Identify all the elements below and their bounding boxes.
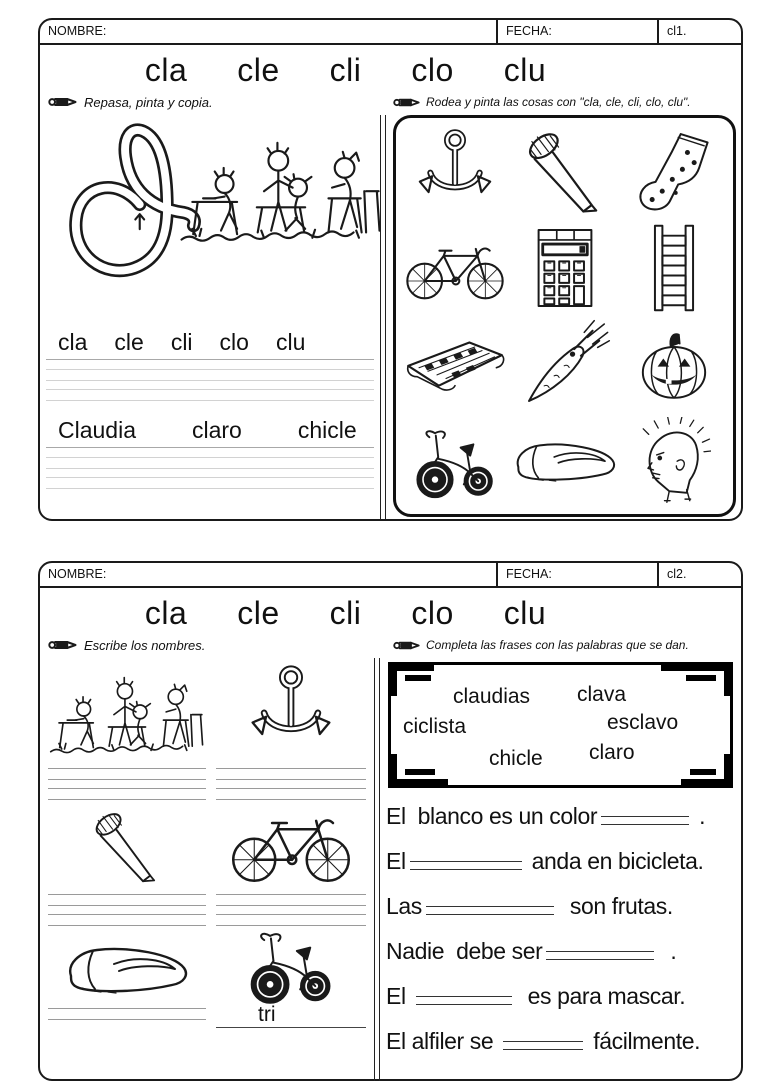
name-cell-anchor <box>216 658 366 800</box>
syllable-copy-block <box>46 329 374 401</box>
syllable-title <box>40 588 741 634</box>
sentence-text: Las <box>386 893 422 919</box>
worksheet2-header <box>40 563 741 588</box>
handwriting-lines <box>48 894 206 906</box>
word-bank-word: claudias <box>453 685 531 708</box>
circle-and-paint-picture-grid <box>393 115 736 517</box>
tricycle-icon <box>216 926 366 1008</box>
pencil-icon <box>393 640 421 651</box>
sentence-text: son frutas. <box>557 893 673 919</box>
nombre-field-label: NOMBRE: <box>48 567 107 581</box>
handwriting-lines <box>48 788 206 800</box>
sock-icon <box>632 127 716 215</box>
syllable: cli <box>329 52 362 88</box>
syllable: cla <box>144 52 188 88</box>
answer-blank <box>601 816 689 825</box>
classroom-image <box>48 658 206 760</box>
pencil-icon <box>48 639 78 651</box>
fill-in-sentences <box>386 794 735 1064</box>
shoe-icon <box>48 926 206 1000</box>
worksheet-code: cl1. <box>657 20 741 43</box>
practice-word: claro <box>192 417 242 443</box>
sentence <box>386 1019 735 1064</box>
bald-head-icon <box>637 417 711 507</box>
name-cell-bicycle <box>216 800 366 926</box>
practice-word: chicle <box>297 417 357 443</box>
word-copy-block <box>46 417 374 489</box>
handwriting-lines <box>46 457 374 469</box>
practice-syllable: clu <box>275 329 306 355</box>
bicycle-icon <box>403 233 507 303</box>
handwriting-lines <box>216 768 366 780</box>
word-bank-word: clava <box>577 683 627 706</box>
syllable: cle <box>237 52 280 88</box>
syllable: cli <box>329 595 362 631</box>
handwriting-lines <box>46 477 374 489</box>
tricycle-icon <box>411 421 499 503</box>
left-instruction: Escribe los nombres. <box>84 637 206 653</box>
sentence-text: El <box>386 848 406 874</box>
bicycle-icon <box>216 800 366 886</box>
pumpkin-icon <box>633 324 715 406</box>
name-cell-tricycle <box>216 926 366 1028</box>
handwriting-lines <box>216 788 366 800</box>
trace-and-copy-area <box>40 113 380 521</box>
sentence-text: . <box>693 803 706 829</box>
sentence-text: El blanco es un color <box>386 803 598 829</box>
syllable: clu <box>503 52 547 88</box>
pencil-icon <box>393 97 421 108</box>
sentence <box>386 929 735 974</box>
practice-syllable: cli <box>170 329 193 355</box>
right-instruction: Completa las frases con las palabras que se dan. <box>426 638 689 652</box>
sentence <box>386 974 735 1019</box>
worksheet1-header <box>40 20 741 45</box>
shoe-icon <box>510 437 620 487</box>
nail-icon <box>48 800 206 886</box>
handwriting-lines <box>46 389 374 401</box>
anchor-icon <box>411 127 499 215</box>
fecha-field-label: FECHA: <box>496 20 657 43</box>
sentence <box>386 884 735 929</box>
practice-word: Claudia <box>58 417 136 443</box>
syllable: clu <box>503 595 547 631</box>
piano-keyboard-icon <box>401 333 509 397</box>
sentence <box>386 794 735 839</box>
answer-blank <box>416 996 512 1005</box>
name-cell-classroom <box>48 658 206 800</box>
nombre-field-label: NOMBRE: <box>48 24 107 38</box>
sentence-text: El alfiler se <box>386 1028 500 1054</box>
pencil-icon <box>48 96 78 108</box>
tricycle-answer-line <box>216 1003 366 1028</box>
sentence-text: es para mascar. <box>515 983 686 1009</box>
complete-sentences-area <box>380 656 741 1083</box>
practice-syllable: clo <box>219 329 249 355</box>
syllable: cla <box>144 595 188 631</box>
sentence <box>386 839 735 884</box>
word-bank-box <box>388 662 733 788</box>
answer-blank <box>503 1041 583 1050</box>
instructions-row <box>40 634 741 656</box>
worksheet-page-cl1 <box>38 18 743 521</box>
syllable-title <box>40 45 741 91</box>
calculator-icon <box>532 226 598 310</box>
practice-syllable: cla <box>58 329 88 355</box>
sentence-text: El <box>386 983 412 1009</box>
syllable: clo <box>411 595 454 631</box>
name-cell-nail <box>48 800 206 926</box>
answer-blank <box>426 906 554 915</box>
word-bank-word: claro <box>589 741 635 764</box>
sentence-text: . <box>658 938 677 964</box>
name-cell-shoe <box>48 926 206 1028</box>
instructions-row <box>40 91 741 113</box>
word-bank-word: esclavo <box>607 711 679 734</box>
left-instruction: Repasa, pinta y copia. <box>84 94 213 110</box>
handwriting-lines <box>48 1008 206 1020</box>
sentence-text: anda en bicicleta. <box>525 848 704 874</box>
answer-blank <box>546 951 654 960</box>
squid-icon <box>519 319 611 411</box>
fecha-field-label: FECHA: <box>496 563 657 586</box>
handwriting-lines <box>48 914 206 926</box>
handwriting-lines <box>46 369 374 381</box>
syllable: cle <box>237 595 280 631</box>
worksheet-code: cl2. <box>657 563 741 586</box>
handwriting-lines <box>48 768 206 780</box>
sentence-text: Nadie debe ser <box>386 938 543 964</box>
worksheet-page-cl2 <box>38 561 743 1081</box>
syllable: clo <box>411 52 454 88</box>
anchor-icon <box>216 658 366 760</box>
answer-blank <box>410 861 522 870</box>
tricycle-prefix: tri <box>258 1003 276 1026</box>
word-bank-word: chicle <box>489 747 543 770</box>
practice-syllable: cle <box>114 329 144 355</box>
sentence-text: fácilmente. <box>587 1028 701 1054</box>
nail-icon <box>517 125 613 217</box>
ladder-icon <box>645 222 703 314</box>
write-names-area <box>40 656 374 1083</box>
classroom-image <box>178 137 384 249</box>
handwriting-lines <box>216 894 366 906</box>
word-bank-word: ciclista <box>403 715 467 738</box>
right-instruction: Rodea y pinta las cosas con "cla, cle, cli, clo, clu". <box>426 95 691 109</box>
